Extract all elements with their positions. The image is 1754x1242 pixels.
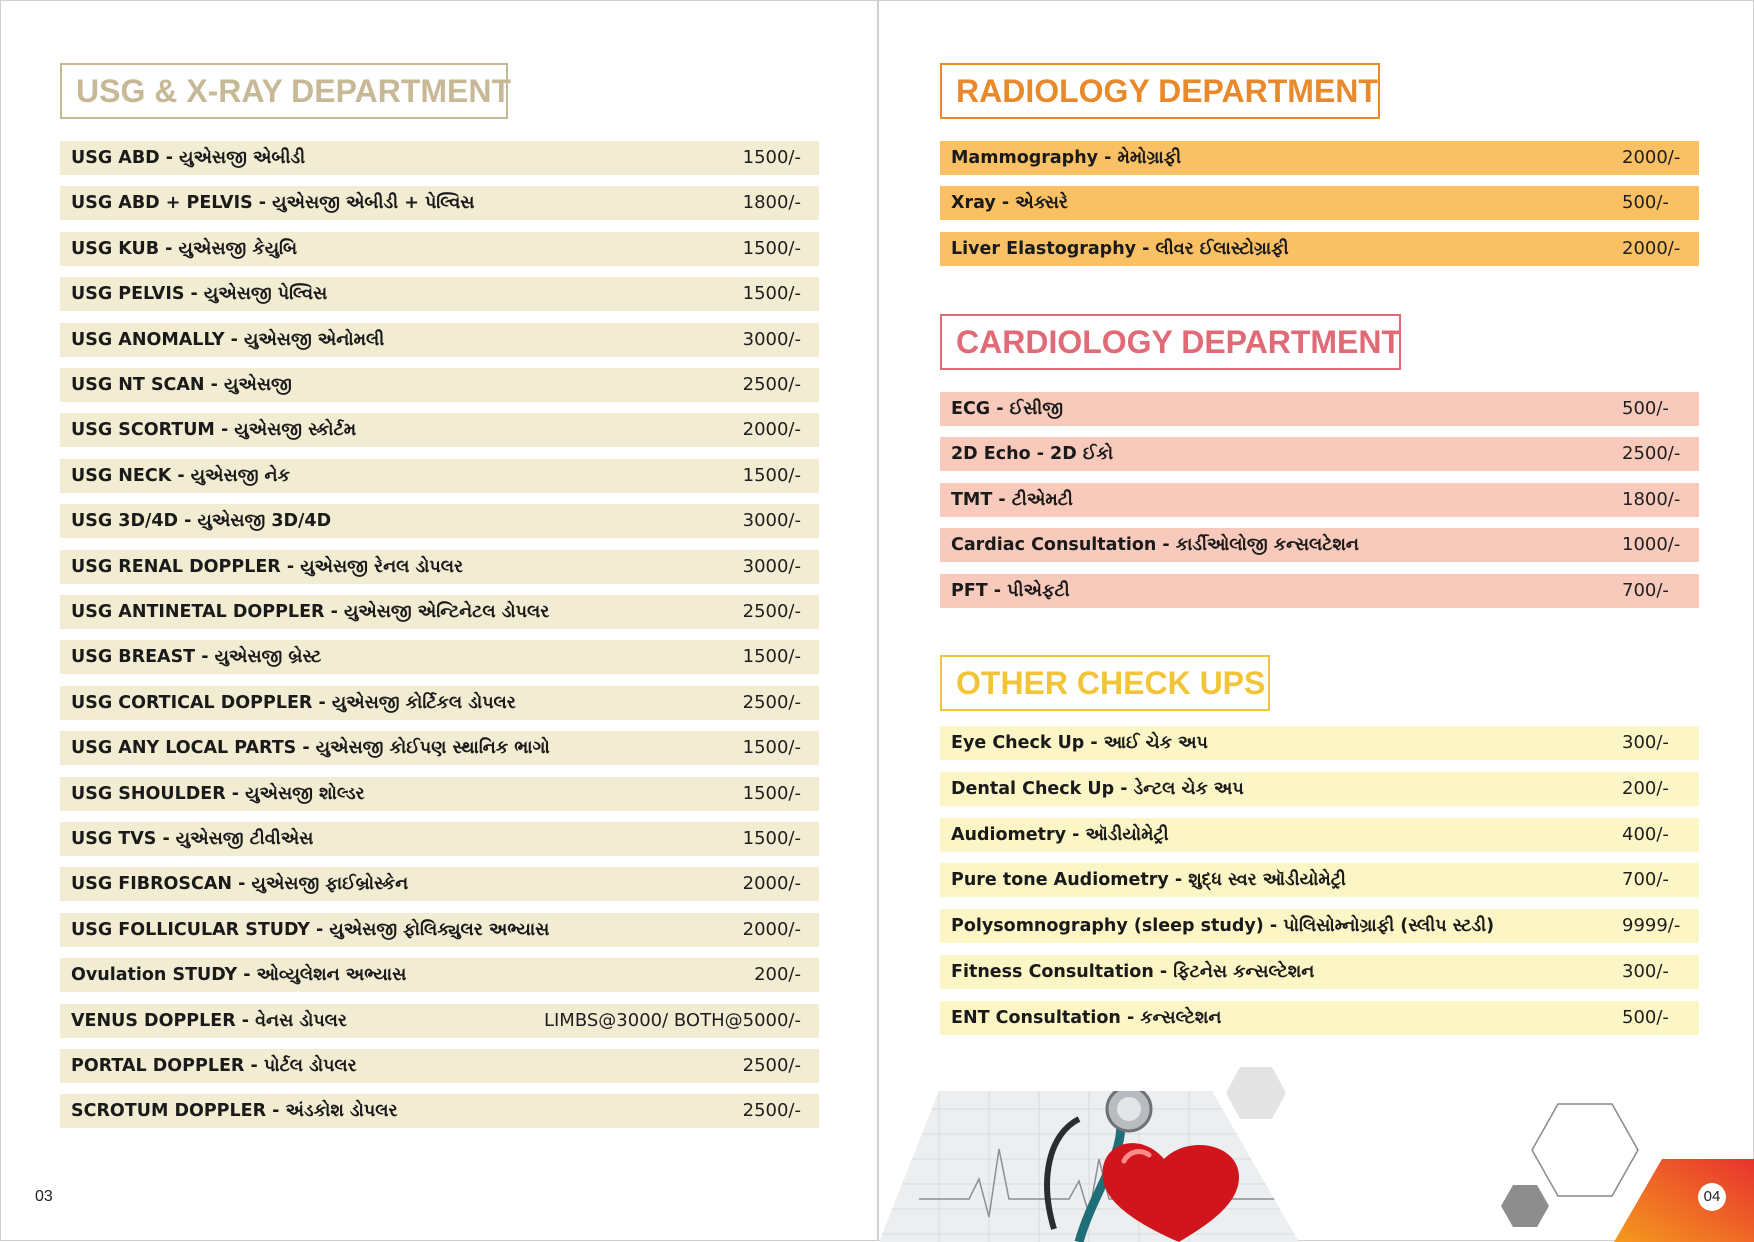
service-name: USG PELVIS - યુએસજી પેલ્વિસ (71, 284, 328, 305)
price-list-row (940, 528, 1699, 562)
service-price: 200/- (1622, 777, 1669, 799)
hexagon-grey-icon (1500, 1184, 1550, 1228)
service-name: ECG - ઈસીજી (951, 399, 1064, 419)
service-price: 1500/- (742, 237, 801, 259)
service-name: USG ANOMALLY - યુએસજી એનોમલી (71, 329, 385, 350)
service-name: VENUS DOPPLER - વેનસ ડોપલર (71, 1010, 347, 1031)
radiology-price-list (940, 141, 1699, 271)
service-price: 300/- (1622, 961, 1669, 982)
service-price: 2000/- (1622, 147, 1681, 168)
usg-price-list (60, 141, 819, 1131)
service-price: 9999/- (1622, 915, 1681, 937)
price-list-row (60, 867, 819, 901)
service-name: Cardiac Consultation - કાર્ડીઓલોજી કન્સલટેશન (951, 535, 1359, 556)
price-list-row (60, 640, 819, 674)
price-list-row (940, 186, 1699, 220)
service-price: 1500/- (742, 737, 801, 759)
service-name: PORTAL DOPPLER - પોર્ટલ ડોપલર (71, 1056, 357, 1076)
price-list-row (60, 595, 819, 629)
other-check-ups-price-list (940, 726, 1699, 1036)
service-price: 1500/- (742, 646, 801, 668)
service-name: PFT - પીએફટી (951, 580, 1070, 601)
service-price: 2500/- (742, 691, 801, 713)
service-name: SCROTUM DOPPLER - અંડકોશ ડોપલર (71, 1101, 398, 1122)
service-name: Mammography - મેમોગ્રાફી (951, 148, 1182, 168)
service-name: Pure tone Audiometry - શુદ્ધ સ્વર ઑડીયોમેટ્રી (951, 870, 1346, 891)
price-list-row (60, 186, 819, 220)
cardiology-department-title: CARDIOLOGY DEPARTMENT (940, 314, 1401, 370)
service-name: Eye Check Up - આઈ ચેક અપ (951, 733, 1208, 753)
service-name: USG ANTINETAL DOPPLER - યુએસજી એન્ટિનેટલ ડોપલર (71, 602, 550, 622)
price-list-row (940, 955, 1699, 989)
price-list-row (940, 1001, 1699, 1035)
service-price: 3000/- (742, 510, 801, 532)
service-name: USG CORTICAL DOPPLER - યુએસજી કોર્ટિકલ ડોપલર (71, 692, 516, 713)
service-name: USG ABD - યુએસજી એબીડી (71, 148, 306, 168)
service-name: USG SHOULDER - યુએસજી શોલ્ડર (71, 783, 365, 804)
service-name: USG RENAL DOPPLER - યુએસજી રેનલ ડોપલર (71, 556, 464, 577)
service-name: USG BREAST - યુએસજી બ્રેસ્ટ (71, 647, 322, 668)
service-price: 500/- (1622, 192, 1669, 214)
service-price: 1800/- (742, 192, 801, 214)
price-list-row (940, 141, 1699, 175)
price-list-row (60, 413, 819, 447)
service-price: 500/- (1622, 1006, 1669, 1028)
price-list-row (60, 958, 819, 992)
price-list-row (60, 459, 819, 493)
price-list-row (60, 550, 819, 584)
service-price: LIMBS@3000/ BOTH@5000/- (543, 1009, 801, 1031)
price-list-row (60, 1004, 819, 1038)
service-price: 2500/- (1622, 443, 1681, 465)
price-list-row (940, 483, 1699, 517)
price-list-row (60, 686, 819, 720)
service-price: 200/- (754, 964, 801, 986)
service-price: 2500/- (742, 1100, 801, 1122)
price-list-row (940, 437, 1699, 471)
service-name: USG ANY LOCAL PARTS - યુએસજી કોઈપણ સ્થાનિક ભાગો (71, 738, 550, 759)
service-price: 2000/- (742, 918, 801, 940)
usg-xray-department-title: USG & X-RAY DEPARTMENT (60, 63, 508, 119)
service-name: Xray - એક્સરે (951, 193, 1068, 214)
service-price: 1500/- (742, 464, 801, 486)
service-price: 2000/- (742, 419, 801, 441)
service-price: 2500/- (742, 1055, 801, 1076)
left-page (0, 0, 877, 1241)
radiology-department-title: RADIOLOGY DEPARTMENT (940, 63, 1380, 119)
service-name: USG NT SCAN - યુએસજી (71, 375, 292, 395)
price-list-row (60, 232, 819, 266)
service-price: 1500/- (742, 782, 801, 804)
service-price: 2500/- (742, 601, 801, 622)
service-price: 300/- (1622, 732, 1669, 753)
price-list-row (60, 731, 819, 765)
service-name: Fitness Consultation - ફિટનેસ કન્સલ્ટેશન (951, 962, 1315, 982)
service-name: Polysomnography (sleep study) - પોલિસોમ્નોગ્રાફી (સ્લીપ સ્ટડી) (951, 916, 1495, 937)
service-name: USG KUB - યુએસજી કેયુબિ (71, 238, 298, 259)
service-name: ENT Consultation - કન્સલ્ટેશન (951, 1007, 1222, 1028)
hexagon-light-icon (1224, 1065, 1288, 1121)
price-list-row (940, 232, 1699, 266)
price-list-row (940, 726, 1699, 760)
cardiology-price-list (940, 392, 1699, 612)
service-price: 700/- (1622, 579, 1669, 601)
service-price: 1800/- (1622, 488, 1681, 510)
price-list-row (60, 1049, 819, 1083)
service-price: 3000/- (742, 555, 801, 577)
service-name: Audiometry - ઑડીયોમેટ્રી (951, 824, 1169, 845)
service-price: 1500/- (742, 828, 801, 849)
price-list-row (60, 277, 819, 311)
price-list-row (60, 323, 819, 357)
price-list-row (940, 772, 1699, 806)
service-price: 1500/- (742, 147, 801, 168)
price-list-row (60, 777, 819, 811)
service-price: 1500/- (742, 283, 801, 305)
service-name: Ovulation STUDY - ઓવ્યુલેશન અભ્યાસ (71, 965, 407, 986)
price-list-row (60, 913, 819, 947)
service-name: Liver Elastography - લીવર ઈલાસ્ટોગ્રાફી (951, 238, 1289, 259)
service-price: 700/- (1622, 869, 1669, 891)
page-number-right: 04 (1698, 1183, 1726, 1211)
service-name: USG NECK - યુએસજી નેક (71, 465, 290, 486)
price-list-row (940, 392, 1699, 426)
service-name: USG TVS - યુએસજી ટીવીએસ (71, 829, 314, 849)
service-name: USG FIBROSCAN - યુએસજી ફાઈબ્રોસ્કેન (71, 874, 409, 895)
service-name: TMT - ટીએમટી (951, 489, 1073, 510)
page-number-left: 03 (35, 1188, 53, 1205)
service-name: Dental Check Up - ડેન્ટલ ચેક અપ (951, 778, 1244, 799)
price-list-row (940, 818, 1699, 852)
service-price: 400/- (1622, 823, 1669, 845)
price-list-row (940, 574, 1699, 608)
right-page (877, 0, 1754, 1241)
service-price: 500/- (1622, 398, 1669, 419)
service-name: USG ABD + PELVIS - યુએસજી એબીડી + પેલ્વિસ (71, 193, 475, 214)
service-price: 1000/- (1622, 534, 1681, 556)
service-name: USG FOLLICULAR STUDY - યુએસજી ફોલિક્યુલર અભ્યાસ (71, 919, 550, 940)
price-list-row (940, 909, 1699, 943)
price-list-row (60, 368, 819, 402)
service-price: 2000/- (1622, 237, 1681, 259)
service-price: 2000/- (742, 873, 801, 895)
service-price: 3000/- (742, 328, 801, 350)
other-check-ups-title: OTHER CHECK UPS (940, 655, 1270, 711)
price-list-row (940, 863, 1699, 897)
service-name: USG 3D/4D - યુએસજી 3D/4D (71, 511, 332, 532)
price-list-row (60, 504, 819, 538)
price-list-row (60, 822, 819, 856)
service-price: 2500/- (742, 374, 801, 395)
price-list-row (60, 141, 819, 175)
price-list-row (60, 1094, 819, 1128)
service-name: USG SCORTUM - યુએસજી સ્કોર્ટમ (71, 420, 357, 441)
service-name: 2D Echo - 2D ઈકો (951, 444, 1114, 465)
orange-corner-decoration (1614, 1159, 1754, 1242)
